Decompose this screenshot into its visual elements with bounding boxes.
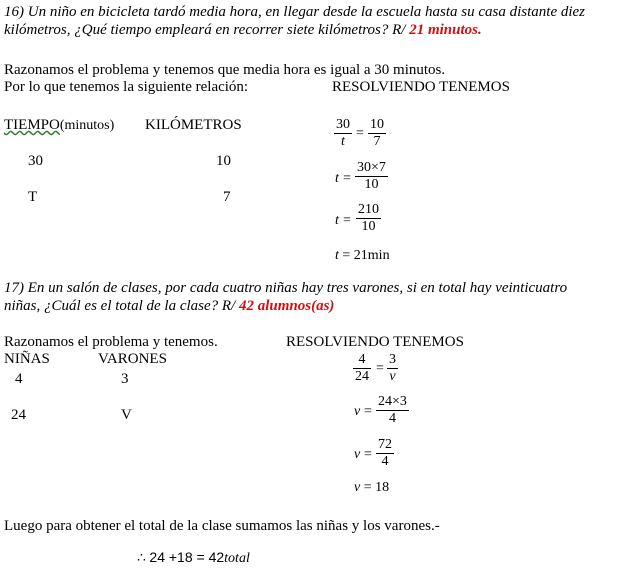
problem-17-eq3-denominator: 4	[381, 454, 389, 469]
problem-17-eq1-right-fraction	[387, 352, 398, 385]
therefore-symbol: ∴	[137, 551, 146, 566]
problem-16-reasoning-line2: Por lo que tenemos la siguiente relación:	[4, 79, 249, 95]
equals-sign: =	[364, 447, 372, 462]
problem-16-col1-header	[4, 117, 114, 134]
problem-16-eq1-right-denominator: 7	[373, 134, 381, 149]
problem-17-row2-girls: 24	[11, 407, 26, 423]
problem-16-eq2-fraction	[355, 160, 388, 193]
problem-17-col2-header: VARONES	[98, 351, 167, 367]
problem-16-reasoning-line1: Razonamos el problema y tenemos que media hora es igual a 30 minutos.	[4, 62, 446, 78]
problem-17-row1-girls: 4	[15, 371, 23, 387]
problem-16-eq3-numerator: 210	[358, 202, 379, 217]
problem-16-row2-time: T	[28, 189, 38, 205]
problem-17-row2-boys: V	[121, 407, 132, 423]
problem-17-eq1-right-numerator: 3	[389, 352, 396, 367]
problem-16-eq1-left-fraction	[334, 117, 352, 150]
problem-17-question: niñas, ¿Cuál es el total de la clase? R/	[4, 298, 239, 314]
problem-17-eq3-lhs: v	[354, 447, 361, 462]
problem-16-eq3-lhs: t	[335, 213, 339, 228]
problem-16-row1-km: 10	[216, 153, 231, 169]
problem-16-col2-header: KILÓMETROS	[145, 117, 242, 133]
problem-17-final-total-label: total	[224, 551, 250, 566]
problem-17-conclusion: Luego para obtener el total de la clase sumamos las niñas y los varones.-	[4, 518, 440, 534]
problem-17-eq1-right-denominator: v	[389, 369, 396, 384]
problem-17-eq1-left-numerator: 4	[358, 352, 366, 367]
equals-sign: =	[364, 404, 372, 419]
problem-16-statement-line2	[4, 22, 482, 39]
problem-16-eq3-denominator: 10	[361, 219, 376, 234]
problem-17-final-sum: 24 +18 = 42	[149, 549, 225, 565]
problem-17-eq2-denominator: 4	[388, 411, 396, 426]
problem-16-eq1-left-denominator: t	[341, 134, 345, 149]
problem-16-row1-time: 30	[28, 153, 43, 169]
equals-sign: =	[343, 171, 351, 186]
equals-sign: =	[343, 213, 351, 228]
problem-16-eq1-right-fraction	[368, 117, 386, 150]
problem-16-eq2-numerator: 30×7	[357, 160, 386, 175]
problem-16-eq4-lhs: t	[335, 248, 339, 263]
problem-16-eq1-right-numerator: 10	[370, 117, 384, 132]
problem-16-question: kilómetros, ¿Qué tiempo empleará en recorrer siete kilómetros? R/	[4, 22, 410, 38]
problem-17-statement-line1: 17) En un salón de clases, por cada cuatro niñas hay tres varones, si en total hay veinticuatro	[4, 280, 568, 296]
problem-16-solve-header: RESOLVIENDO TENEMOS	[332, 79, 510, 95]
problem-16-col1-unit: (minutos)	[59, 118, 115, 133]
problem-17-eq1-left-denominator: 24	[355, 369, 369, 384]
problem-16-statement-line1: 16) Un niño en bicicleta tardó media hora, en llegar desde la escuela hasta su casa distante diez	[4, 4, 586, 20]
equals-sign: =	[376, 361, 384, 376]
problem-16-eq3-fraction	[356, 202, 381, 235]
problem-16-eq4-rhs: 21min	[353, 248, 390, 263]
problem-17-col1-header: NIÑAS	[4, 351, 50, 367]
problem-16-row2-km: 7	[223, 189, 231, 205]
problem-17-row1-boys: 3	[121, 371, 129, 387]
problem-17-eq2-numerator: 24×3	[378, 394, 407, 409]
problem-17-solve-header: RESOLVIENDO TENEMOS	[286, 334, 464, 350]
problem-16-col1-title: TIEMPO	[4, 117, 60, 133]
problem-17-eq4-lhs: v	[354, 480, 361, 495]
problem-17-eq2-fraction	[376, 394, 409, 427]
problem-17-eq4: v = 18	[354, 480, 390, 495]
problem-17-answer: 42 alumnos(as)	[238, 298, 335, 314]
problem-17-final-equation	[137, 549, 250, 567]
problem-17-eq2-lhs: v	[354, 404, 361, 419]
problem-16-eq2-denominator: 10	[364, 177, 379, 192]
problem-17-statement-line2	[4, 298, 334, 315]
problem-17-eq1-left-fraction	[353, 352, 371, 385]
problem-17-reasoning: Razonamos el problema y tenemos.	[4, 334, 218, 350]
problem-16-eq1-left-numerator: 30	[336, 117, 350, 132]
equals-sign: =	[356, 126, 364, 141]
problem-16-answer-dot: .	[477, 22, 482, 38]
problem-17-eq3-fraction	[376, 437, 394, 470]
problem-16-answer: 21 minutos	[409, 22, 478, 38]
problem-17-eq3-numerator: 72	[378, 437, 392, 452]
problem-16-eq4: t = 21min	[335, 248, 390, 263]
problem-17-eq4-rhs: 18	[375, 480, 390, 495]
problem-16-eq2-lhs: t	[335, 171, 339, 186]
